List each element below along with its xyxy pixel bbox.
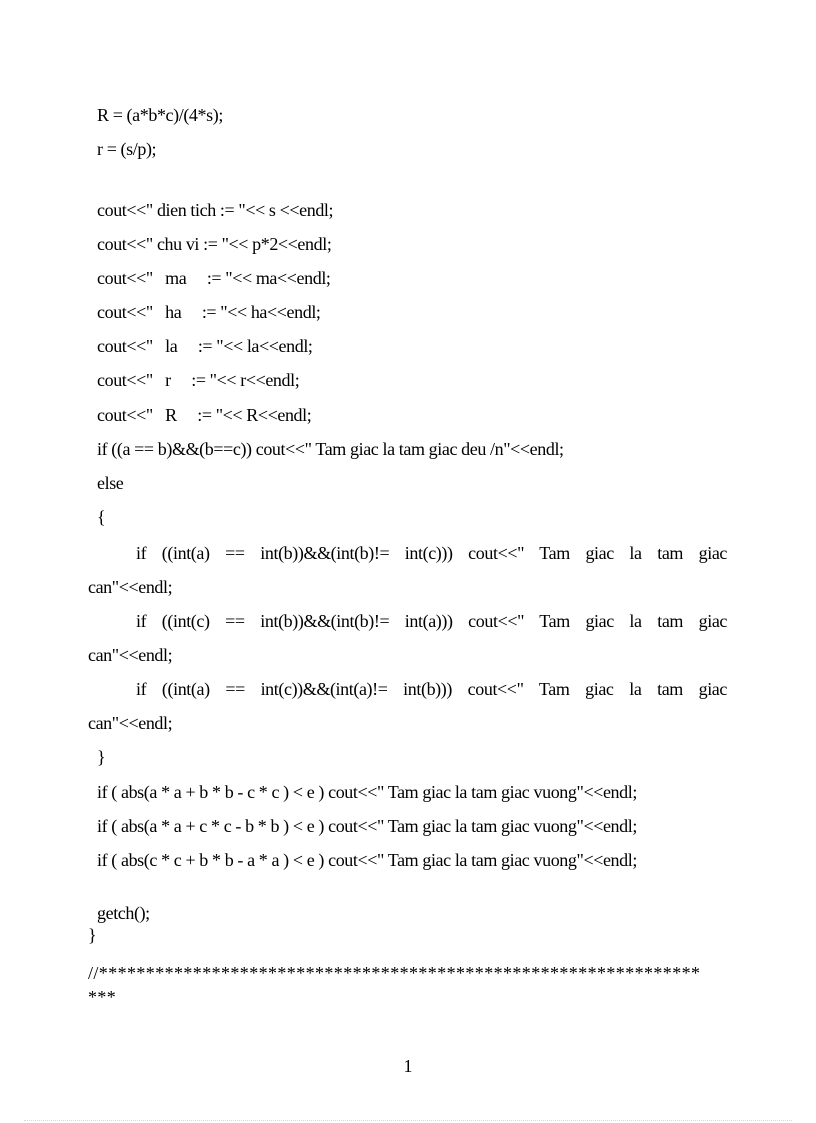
code-line-22: if ( abs(c * c + b * b - a * a ) < e ) cout<<" Tam giac la tam giac vuong"<<endl; (97, 850, 637, 870)
code-line-9: cout<<" R := "<< R<<endl; (97, 405, 312, 425)
code-line-25: //**************************************************************** (88, 963, 701, 983)
code-line-2: r = (s/p); (97, 139, 157, 159)
code-line-24: } (88, 925, 97, 945)
page-bottom-divider (24, 1120, 792, 1121)
code-line-26: *** (88, 987, 117, 1007)
code-line-4: cout<<" chu vi := "<< p*2<<endl; (97, 234, 332, 254)
code-line-6: cout<<" ha := "<< ha<<endl; (97, 302, 321, 322)
page-number: 1 (403, 1056, 413, 1076)
code-line-13: if ((int(a) == int(b))&&(int(b)!= int(c))) cout<<" Tam giac la tam giac (136, 543, 727, 563)
code-line-17: if ((int(a) == int(c))&&(int(a)!= int(b))) cout<<" Tam giac la tam giac (136, 679, 727, 699)
code-line-19: } (97, 747, 106, 767)
code-line-18: can"<<endl; (88, 713, 173, 733)
code-line-12: { (97, 507, 106, 527)
code-line-3: cout<<" dien tich := "<< s <<endl; (97, 200, 334, 220)
code-line-5: cout<<" ma := "<< ma<<endl; (97, 268, 331, 288)
code-line-15: if ((int(c) == int(b))&&(int(b)!= int(a))) cout<<" Tam giac la tam giac (136, 611, 727, 631)
code-line-23: getch(); (97, 903, 150, 923)
code-line-14: can"<<endl; (88, 577, 173, 597)
code-line-11: else (97, 473, 124, 493)
code-line-21: if ( abs(a * a + c * c - b * b ) < e ) cout<<" Tam giac la tam giac vuong"<<endl; (97, 816, 637, 836)
code-line-16: can"<<endl; (88, 645, 173, 665)
code-line-10: if ((a == b)&&(b==c)) cout<<" Tam giac la tam giac deu /n"<<endl; (97, 439, 564, 459)
code-line-20: if ( abs(a * a + b * b - c * c ) < e ) cout<<" Tam giac la tam giac vuong"<<endl; (97, 782, 637, 802)
code-line-1: R = (a*b*c)/(4*s); (97, 105, 223, 125)
code-line-7: cout<<" la := "<< la<<endl; (97, 336, 313, 356)
code-line-8: cout<<" r := "<< r<<endl; (97, 370, 300, 390)
